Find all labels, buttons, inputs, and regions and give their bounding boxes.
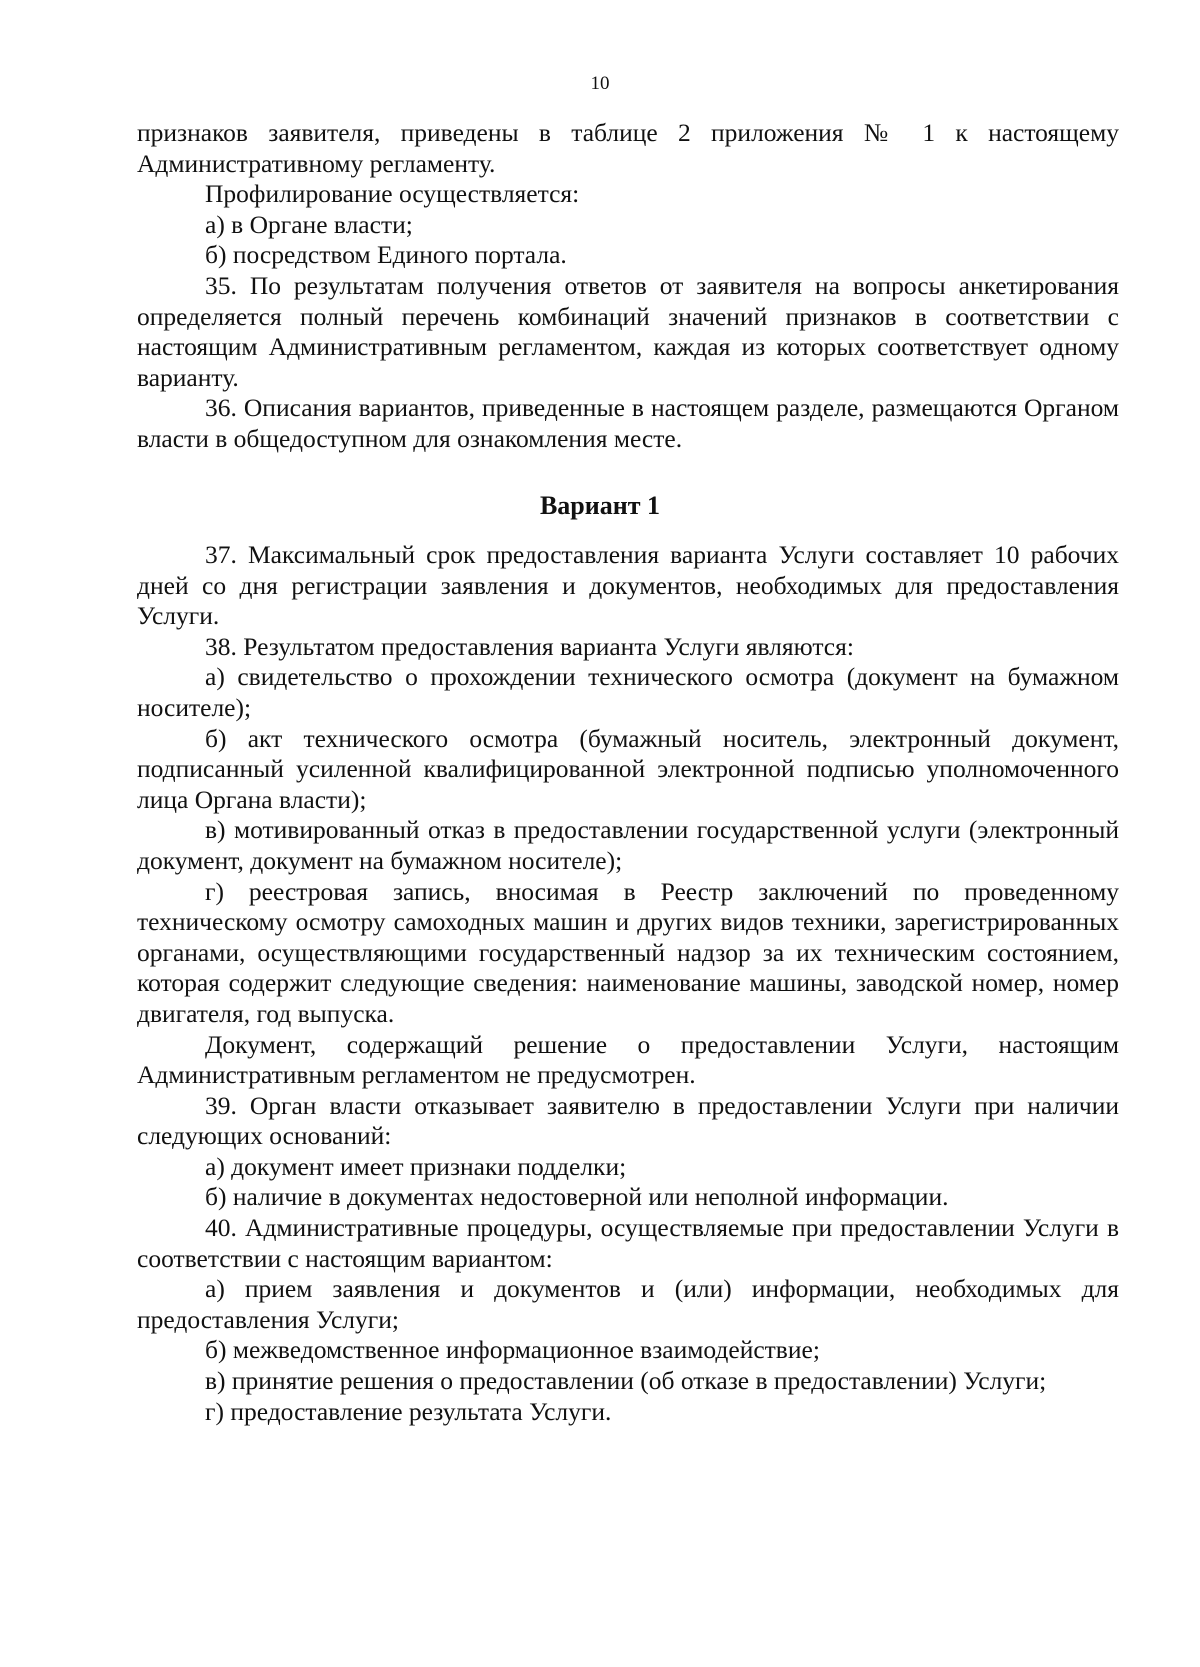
list-item: а) документ имеет признаки подделки; <box>205 1151 627 1181</box>
paragraph-36: 36. Описания вариантов, приведенные в настоящем разделе, размещаются Органом власти в общедоступном для ознакомления месте. <box>137 393 1119 453</box>
list-item: б) наличие в документах недостоверной или неполной информации. <box>205 1182 949 1212</box>
list-item: в) мотивированный отказ в предоставлении государственной услуги (электронный документ, документ на бумажном носителе); <box>137 815 1119 875</box>
list-item: б) посредством Единого портала. <box>205 240 567 270</box>
section-heading: Вариант 1 <box>539 491 661 520</box>
list-item: а) прием заявления и документов и (или) информации, необходимых для предоставления Услуги; <box>137 1274 1119 1334</box>
list-item: а) свидетельство о прохождении технического осмотра (документ на бумажном носителе); <box>137 662 1119 722</box>
paragraph-40: 40. Административные процедуры, осуществляемые при предоставлении Услуги в соответствии с настоящим вариантом: <box>137 1213 1119 1273</box>
paragraph: признаков заявителя, приведены в таблице 2 приложения № 1 к настоящему Административному регламенту. <box>137 118 1119 178</box>
list-item: б) межведомственное информационное взаимодействие; <box>205 1335 820 1365</box>
list-item: б) акт технического осмотра (бумажный носитель, электронный документ, подписанный усиленной квалифицированной электронной подписью уполномоченного лица Органа власти); <box>137 723 1119 814</box>
text-block-variant-1 <box>137 540 1119 1427</box>
paragraph-39: 39. Орган власти отказывает заявителю в предоставлении Услуги при наличии следующих оснований: <box>137 1090 1119 1151</box>
list-item: а) в Органе власти; <box>205 209 413 239</box>
paragraph-38: 38. Результатом предоставления варианта Услуги являются: <box>205 631 854 661</box>
paragraph-35: 35. По результатам получения ответов от заявителя на вопросы анкетирования определяется полный перечень комбинаций значений признаков в соответствии с настоящим Административным регламентом, каждая из которых соответствует одному варианту. <box>137 270 1119 392</box>
text-block-intro <box>137 118 1119 455</box>
list-item: г) реестровая запись, вносимая в Реестр заключений по проведенному техническому осмотру самоходных машин и других видов техники, зарегистрированных органами, осуществляющими государственный надзор за их техническим состоянием, которая содержит следующие сведения: наименование машины, заводской номер, номер двигателя, год выпуска. <box>137 876 1119 1028</box>
list-item: в) принятие решения о предоставлении (об отказе в предоставлении) Услуги; <box>205 1366 1047 1396</box>
paragraph: Профилирование осуществляется: <box>205 179 580 209</box>
paragraph: Документ, содержащий решение о предоставлении Услуги, настоящим Административным регламентом не предусмотрен. <box>137 1029 1119 1090</box>
page-number: 10 <box>590 73 610 94</box>
paragraph-37: 37. Максимальный срок предоставления варианта Услуги составляет 10 рабочих дней со дня регистрации заявления и документов, необходимых для предоставления Услуги. <box>137 540 1119 631</box>
list-item: г) предоставление результата Услуги. <box>205 1396 612 1426</box>
